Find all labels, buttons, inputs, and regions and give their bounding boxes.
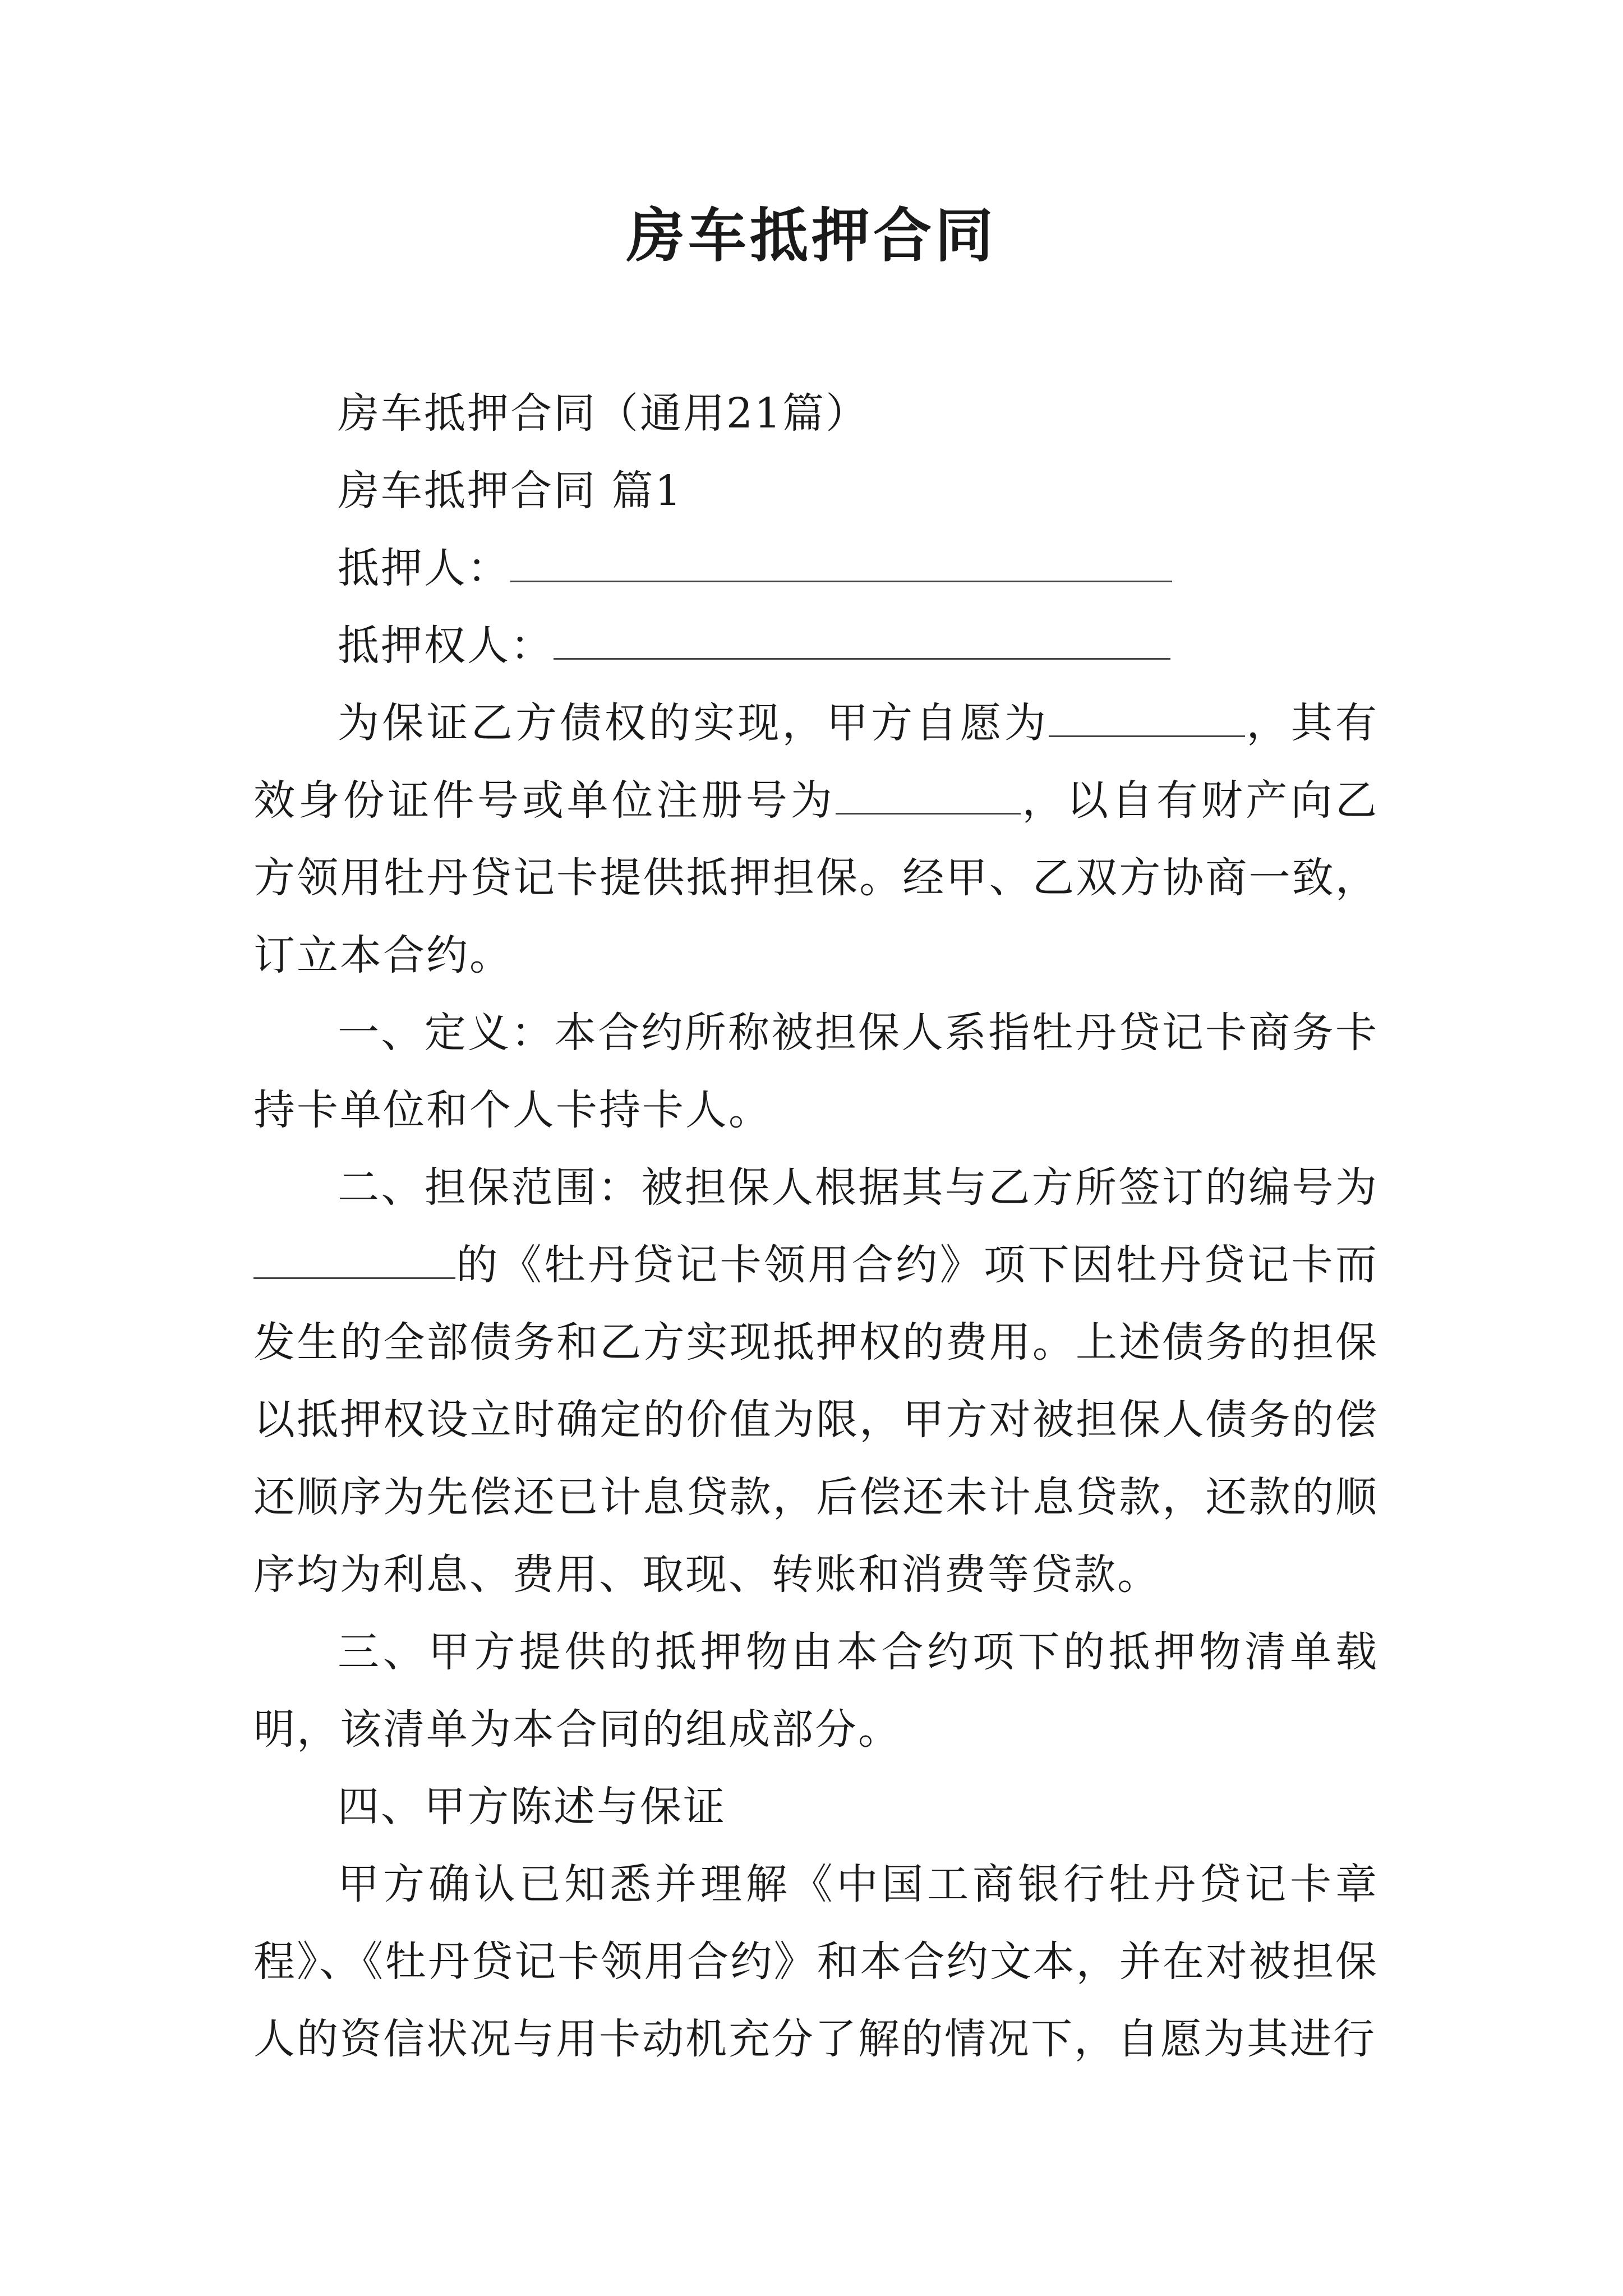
contract-number-blank bbox=[253, 1240, 455, 1279]
clause-2 bbox=[253, 1149, 1378, 1613]
mortgagee-label: 抵押权人： bbox=[338, 622, 554, 670]
clause-3: 三、甲方提供的抵押物由本合约项下的抵押物清单载明，该清单为本合同的组成部分。 bbox=[253, 1628, 1378, 1754]
document-body bbox=[253, 375, 1378, 2078]
clause-1: 一、定义：本合约所称被担保人系指牡丹贷记卡商务卡持卡单位和个人卡持卡人。 bbox=[253, 1009, 1378, 1134]
clause-2-text-2: 的《牡丹贷记卡领用合约》项下因牡丹贷记卡而发生的全部债务和乙方实现抵押权的费用。上述债务的担保以抵押权设立时确定的价值为限，甲方对被担保人债务的偿还顺序为先偿还已计息贷款，后偿还未计息贷款，还款的顺序均为利息、费用、取现、转账和消费等贷款。 bbox=[253, 1241, 1378, 1599]
mortgagor-blank bbox=[510, 544, 1172, 582]
mortgagee-blank bbox=[554, 621, 1170, 660]
document-subtitle: 房车抵押合同（通用21篇） bbox=[338, 389, 869, 438]
document-title: 房车抵押合同 bbox=[626, 201, 997, 270]
mortgagee-line bbox=[253, 607, 1378, 684]
clause-2-text-1: 二、担保范围：被担保人根据其与乙方所签订的编号为 bbox=[338, 1163, 1378, 1212]
mortgagor-line bbox=[253, 530, 1378, 607]
id-number-blank bbox=[836, 776, 1021, 815]
section-heading: 房车抵押合同 篇1 bbox=[338, 467, 683, 515]
intro-text-1: 为保证乙方债权的实现，甲方自愿为 bbox=[338, 699, 1049, 747]
intro-text-2: ，其有效身份证件号或单位注册号为 bbox=[253, 699, 1379, 825]
guarantee-for-blank bbox=[1049, 698, 1245, 737]
intro-paragraph bbox=[253, 684, 1378, 994]
clause-4-heading: 四、甲方陈述与保证 bbox=[338, 1783, 726, 1831]
clause-4-text: 甲方确认已知悉并理解《中国工商银行牡丹贷记卡章程》、《牡丹贷记卡领用合约》和本合约文本，并在对被担保人的资信状况与用卡动机充分了解的情况下，自愿为其进行 bbox=[253, 1860, 1378, 2063]
intro-text-3: ，以自有财产向乙方领用牡丹贷记卡提供抵押担保。经甲、乙双方协商一致，订立本合约。 bbox=[253, 776, 1379, 979]
mortgagor-label: 抵押人： bbox=[338, 544, 510, 592]
